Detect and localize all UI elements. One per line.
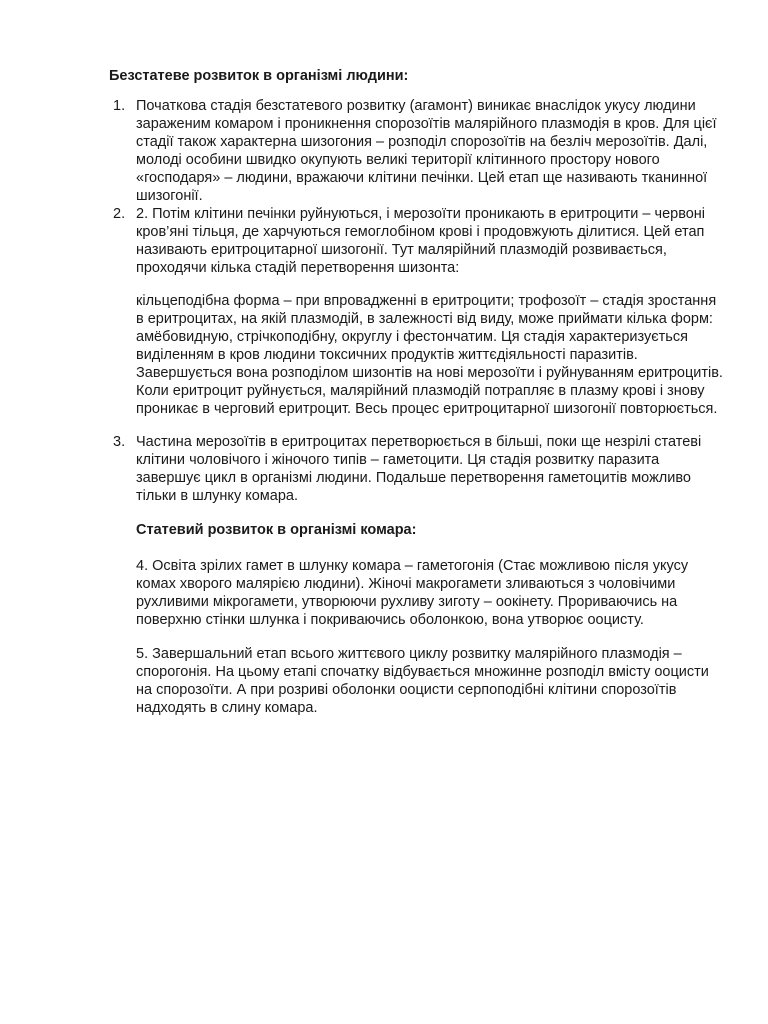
list-number-1: 1. [113, 98, 126, 114]
item1-line: зараженим комаром і проникнення спорозоїтів малярійного плазмодія в кров. Для цієї [136, 116, 717, 132]
item2-para2-line: кільцеподібна форма – при впровадженні в еритроцити; трофозоїт – стадія зростання [136, 293, 717, 309]
item2-line: проходячи кілька стадій перетворення шизонта: [136, 260, 460, 276]
item1-line: «господаря» – людини, вражаючи клітини печінки. Цей етап ще називають тканинної [136, 170, 708, 186]
item2-line: кров’яні тільця, де харчуються гемоглобіном крові і продовжують ділитися. Цей етап [136, 224, 705, 240]
para4-line: комах хворого малярією людини). Жіночі макрогамети зливаються з чоловічими [136, 576, 676, 592]
item2-line: 2. Потім клітини печінки руйнуються, і мерозоїти проникають в еритроцити – червоні [136, 206, 706, 222]
item3-line: тільки в шлунку комара. [136, 488, 298, 504]
list-number-3: 3. [113, 434, 126, 450]
item1-line: шизогонії. [136, 188, 203, 204]
item3-line: клітини чоловічого і жіночого типів – гаметоцити. Ця стадія розвитку паразита [136, 452, 660, 468]
item2-line: називають еритроцитарної шизогонії. Тут малярійний плазмодій розвивається, [136, 242, 667, 258]
item2-para2-line: проникає в черговий еритроцит. Весь процес еритроцитарної шизогонії повторюється. [136, 401, 718, 417]
para5-line: на спорозоїти. А при розриві оболонки ооцисти серпоподібні клітини спорозоїтів [136, 682, 677, 698]
section-title-sexual: Статевий розвиток в організмі комара: [136, 522, 417, 538]
para5-line: спорогонія. На цьому етапі спочатку відбувається множинне розподіл вмісту ооцисти [136, 664, 709, 680]
para4-line: рухливими мікрогамети, утворюючи рухливу зиготу – оокінету. Прориваючись на [136, 594, 678, 610]
item2-para2-line: амёбовидную, стрічкоподібну, округлу і фестончатим. Ця стадія характеризується [136, 329, 688, 345]
item3-line: завершує цикл в організмі людини. Подальше перетворення гаметоцитів можливо [136, 470, 691, 486]
item1-line: Початкова стадія безстатевого розвитку (агамонт) виникає внаслідок укусу людини [136, 98, 696, 114]
item2-para2-line: в еритроцитах, на якій плазмодій, в залежності від виду, може приймати кілька форм: [136, 311, 713, 327]
item2-para2-line: виділенням в кров людини токсичних продуктів життєдіяльності паразитів. [136, 347, 638, 363]
item1-line: стадії також характерна шизогония – розподіл спорозоїтів на безліч мерозоїтів. Далі, [136, 134, 708, 150]
item1-line: молоді особини швидко окупують великі території клітинного простору нового [136, 152, 660, 168]
item3-line: Частина мерозоїтів в еритроцитах перетворюється в більші, поки ще незрілі статеві [136, 434, 702, 450]
para5-line: 5. Завершальний етап всього життєвого циклу розвитку малярійного плазмодія – [136, 646, 682, 662]
item2-para2-line: Коли еритроцит руйнується, малярійний плазмодій потрапляє в плазму крові і знову [136, 383, 705, 399]
list-number-2: 2. [113, 206, 126, 222]
section-title-asexual: Безстатеве розвиток в організмі людини: [109, 68, 409, 84]
para4-line: поверхню стінки шлунка і покриваючись оболонкою, вона утворює ооцисту. [136, 612, 644, 628]
item2-para2-line: Завершується вона розподілом шизонтів на нові мерозоїти і руйнуванням еритроцитів. [136, 365, 723, 381]
para5-line: надходять в слину комара. [136, 700, 318, 716]
para4-line: 4. Освіта зрілих гамет в шлунку комара – гаметогонія (Стає можливою після укусу [136, 558, 689, 574]
